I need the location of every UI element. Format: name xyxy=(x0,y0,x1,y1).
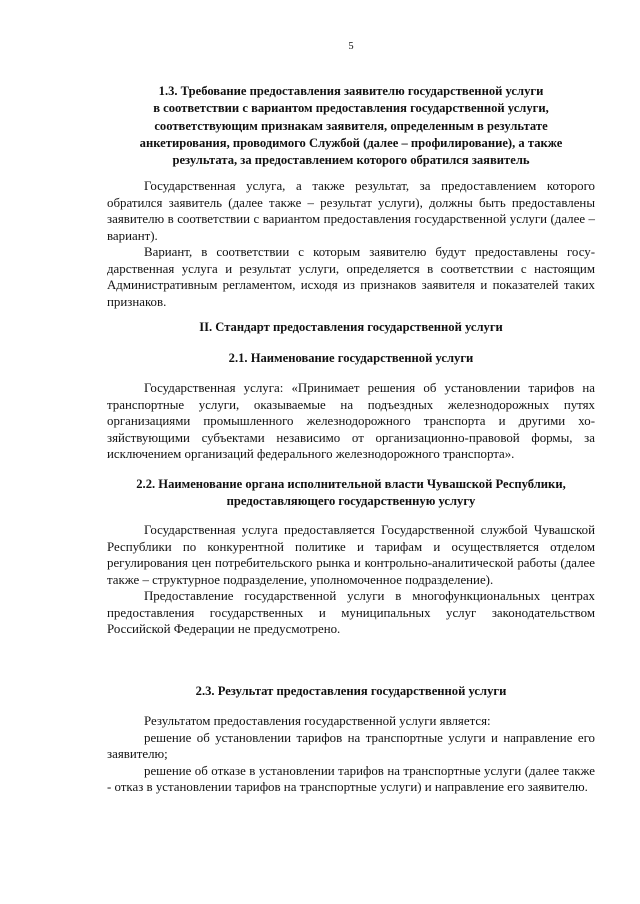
section-1-3 xyxy=(107,83,595,169)
section-2-1-heading: 2.1. Наименование государственной услуги xyxy=(228,351,474,365)
heading-line: соответствующим признакам заявителя, определенным в результате xyxy=(154,118,548,133)
section-2-2-heading xyxy=(107,476,595,511)
section-1-3-heading xyxy=(107,83,595,169)
heading-line: 1.3. Требование предоставления заявителю государственной услуги xyxy=(158,84,544,98)
paragraph: решение об установлении тарифов на транспортные услуги и направление его заявителю; xyxy=(107,730,595,761)
paragraph: Государственная услуга, а также результат, за предоставлением которого обратился заявитель (далее также – результат услуги), должны быть предоставлены заявителю в соответствии с вариантом предоставления государственной услуги (далее – вариант). xyxy=(107,179,595,243)
section-2-3 xyxy=(107,683,595,700)
heading-line: в соответствии с вариантом предоставления государственной услуги, xyxy=(153,101,549,116)
section-1-3-body xyxy=(107,178,595,310)
paragraph: Вариант, в соответствии с которым заявителю будут предоставлены государственная услуга и результат услуги, определяется в соответствии с настоящим Административным регламентом, исходя из признаков заявителя и показателей таких признаков. xyxy=(107,245,595,309)
section-2-1 xyxy=(107,350,595,367)
section-2-3-body xyxy=(107,713,595,796)
paragraph: Государственная услуга: «Принимает решения об установлении тарифов на транспортные услуги, оказываемые на подъездных железнодорожных путях организациями промышленного железнодорожного транспорта и другими хозяйствующими субъектами независимо от организационно-правовой формы, за исключением организаций федерального железнодорожного транспорта». xyxy=(107,381,595,461)
section-2-2 xyxy=(107,476,595,511)
section-2-3-heading: 2.3. Результат предоставления государственной услуги xyxy=(195,684,507,698)
heading-line: предоставляющего государственную услугу xyxy=(226,494,476,509)
page-number: 5 xyxy=(348,41,354,52)
heading-line: 2.2. Наименование органа исполнительной власти Чувашской Республики, xyxy=(136,477,566,491)
paragraph: Результатом предоставления государственной услуги является: xyxy=(144,714,491,728)
paragraph: Предоставление государственной услуги в многофункциональных центрах предоставления государственных и муниципальных услуг законодательством Российской Федерации не предусмотрено. xyxy=(107,589,595,636)
heading-line: результата, за предоставлением которого обратился заявитель xyxy=(172,153,530,168)
paragraph: решение об отказе в установлении тарифов на транспортные услуги (далее также - отказ в установлении тарифов на транспортные услуги) и направление его заявителю. xyxy=(107,763,595,794)
heading-line: анкетирования, проводимого Службой (далее – профилирование), а также xyxy=(139,135,563,150)
section-2-heading: II. Стандарт предоставления государственной услуги xyxy=(199,320,503,334)
section-2-1-body xyxy=(107,380,595,463)
section-2 xyxy=(107,319,595,336)
paragraph: Государственная услуга предоставляется Государственной службой Чувашской Республики по конкурентной политике и тарифам и осуществляется отделом регулирования цен потребительского рынка и контрольно-аналитической работы (далее также – структурное подразделение, уполномоченное подразделение). xyxy=(107,523,595,587)
section-2-2-body xyxy=(107,522,595,638)
